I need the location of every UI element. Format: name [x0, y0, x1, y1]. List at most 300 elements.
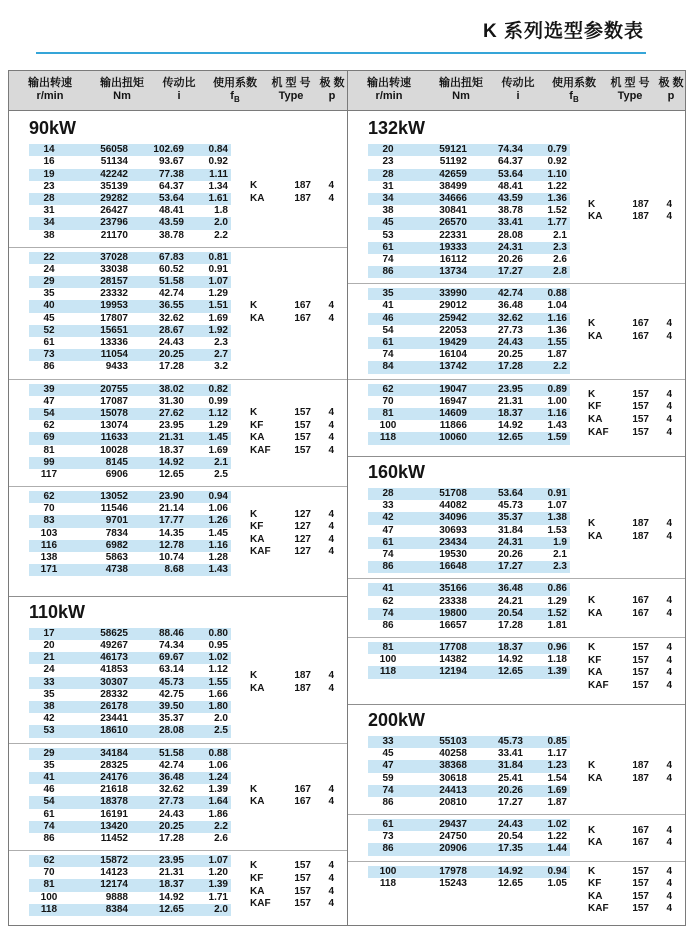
cell-speed: 28 [382, 168, 394, 180]
cell-ratio: 24.31 [497, 536, 523, 548]
cell-torque: 16191 [100, 808, 128, 820]
cell-ratio: 43.59 [497, 192, 523, 204]
table-row [29, 420, 231, 432]
type-size: 157 [632, 654, 649, 666]
table-row [368, 266, 570, 278]
type-poles: 4 [666, 890, 672, 902]
cell-torque: 33990 [439, 288, 467, 300]
cell-factor: 1.02 [547, 819, 567, 831]
type-size: 157 [294, 860, 311, 872]
table-row [29, 325, 231, 337]
cell-torque: 51134 [100, 156, 128, 168]
cell-factor: 1.51 [208, 300, 228, 312]
table-row [29, 361, 231, 373]
cell-torque: 33038 [100, 263, 128, 275]
type-size: 167 [632, 318, 649, 330]
cell-ratio: 48.41 [158, 205, 184, 217]
cell-factor: 1.29 [208, 420, 228, 432]
type-row [588, 531, 672, 544]
cell-speed: 73 [43, 349, 55, 361]
table-row [29, 833, 231, 845]
cell-ratio: 17.27 [497, 796, 523, 808]
cell-ratio: 27.62 [158, 407, 184, 419]
cell-factor: 1.11 [209, 168, 228, 180]
cell-speed: 138 [40, 552, 58, 563]
cell-torque: 28325 [100, 759, 128, 771]
col-unit: i [177, 90, 181, 102]
cell-torque: 9433 [105, 361, 128, 373]
cell-speed: 118 [379, 877, 397, 889]
type-poles: 4 [328, 407, 334, 419]
parameter-table [8, 70, 686, 926]
cell-ratio: 43.59 [158, 217, 184, 229]
cell-torque: 38499 [439, 180, 467, 192]
type-size: 157 [294, 898, 311, 910]
cell-speed: 59 [382, 772, 394, 784]
cell-torque: 11546 [100, 503, 128, 515]
cell-speed: 46 [382, 312, 394, 324]
cell-ratio: 36.48 [497, 583, 523, 595]
cell-torque: 17708 [439, 642, 467, 654]
cell-factor: 0.99 [208, 395, 228, 407]
cell-ratio: 33.41 [497, 217, 523, 229]
type-model: KA [250, 796, 265, 808]
type-poles: 4 [328, 872, 334, 884]
type-model: KA [250, 533, 265, 545]
cell-ratio: 27.73 [158, 796, 184, 808]
type-model: K [250, 180, 258, 192]
type-poles: 4 [328, 682, 334, 694]
cell-torque: 30693 [439, 524, 467, 536]
table-row [29, 288, 231, 300]
cell-torque: 30618 [439, 772, 467, 784]
cell-factor: 1.66 [208, 688, 228, 700]
cell-ratio: 12.65 [158, 468, 184, 480]
col-header-ratio [153, 76, 205, 106]
cell-ratio: 33.41 [497, 748, 523, 760]
type-model: KF [250, 872, 264, 884]
data-rows [29, 384, 231, 482]
data-rows [29, 748, 231, 846]
type-row [588, 866, 672, 879]
type-size: 157 [632, 642, 649, 654]
cell-torque: 9888 [105, 891, 128, 903]
cell-factor: 2.1 [553, 229, 567, 241]
cell-torque: 16648 [439, 561, 467, 573]
type-row [588, 595, 672, 608]
cell-ratio: 20.54 [497, 607, 523, 619]
cell-factor: 1.16 [547, 312, 567, 324]
table-row [368, 325, 570, 337]
cell-ratio: 63.14 [158, 664, 184, 676]
cell-torque: 24413 [439, 784, 467, 796]
cell-speed: 47 [43, 395, 55, 407]
type-size: 167 [632, 595, 649, 607]
col-header-type [604, 76, 656, 106]
cell-speed: 38 [382, 205, 394, 217]
ratio-block [348, 140, 685, 283]
table-row [29, 809, 231, 821]
type-model: KAF [250, 444, 271, 456]
cell-ratio: 14.92 [158, 891, 184, 903]
table-row [368, 512, 570, 524]
type-size: 187 [632, 198, 649, 210]
cell-ratio: 51.58 [158, 276, 184, 288]
cell-torque: 19429 [439, 337, 467, 348]
type-model: KAF [588, 903, 609, 915]
type-model: KF [588, 401, 602, 413]
cell-ratio: 24.43 [497, 819, 523, 831]
cell-factor: 1.10 [547, 168, 567, 180]
type-size: 127 [294, 521, 311, 533]
cell-speed: 86 [382, 796, 394, 808]
table-row [29, 469, 231, 481]
col-label: 输出扭矩 [100, 77, 144, 89]
type-poles: 4 [328, 521, 334, 533]
cell-ratio: 27.73 [497, 324, 523, 336]
type-model: KA [588, 211, 603, 223]
cell-ratio: 12.65 [497, 666, 523, 678]
table-row [29, 879, 231, 891]
cell-speed: 40 [43, 300, 55, 312]
type-list [250, 491, 334, 576]
cell-ratio: 77.38 [158, 168, 184, 180]
type-poles: 4 [666, 642, 672, 654]
cell-factor: 1.18 [547, 654, 567, 666]
table-row [368, 525, 570, 537]
cell-factor: 0.88 [547, 288, 567, 300]
type-row [588, 680, 672, 693]
table-row [29, 528, 231, 540]
cell-ratio: 31.84 [497, 760, 523, 772]
type-size: 167 [294, 312, 311, 324]
type-poles: 4 [666, 414, 672, 426]
cell-ratio: 53.64 [497, 488, 523, 499]
cell-speed: 61 [43, 808, 55, 820]
type-poles: 4 [666, 198, 672, 210]
cell-factor: 1.07 [208, 855, 228, 867]
cell-speed: 31 [382, 180, 394, 192]
col-label: 机 型 号 [610, 77, 650, 89]
table-row [29, 457, 231, 469]
cell-ratio: 32.62 [497, 312, 523, 324]
col-unit: Nm [113, 90, 131, 102]
cell-speed: 81 [43, 444, 55, 456]
table-body-left [9, 111, 347, 925]
cell-factor: 1.59 [547, 432, 567, 444]
ratio-block [348, 732, 685, 814]
cell-factor: 1.28 [208, 552, 228, 563]
cell-torque: 34096 [439, 512, 467, 524]
cell-ratio: 23.90 [158, 491, 184, 503]
cell-speed: 61 [382, 241, 394, 253]
cell-speed: 74 [43, 820, 55, 832]
col-unit: r/min [36, 90, 64, 102]
section-title: 160kW [368, 462, 426, 482]
type-row [250, 546, 334, 559]
cell-ratio: 74.34 [497, 144, 523, 156]
table-row [368, 217, 570, 229]
cell-speed: 74 [382, 548, 394, 560]
cell-speed: 54 [43, 407, 55, 419]
col-unit: r/min [375, 90, 403, 102]
type-poles: 4 [666, 607, 672, 619]
cell-torque: 5863 [105, 552, 128, 563]
cell-factor: 1.07 [208, 276, 228, 288]
cell-ratio: 45.73 [497, 500, 523, 512]
cell-factor: 1.26 [208, 515, 228, 527]
cell-torque: 16104 [439, 349, 467, 361]
cell-factor: 0.96 [547, 642, 567, 654]
cell-speed: 118 [379, 432, 397, 444]
table-row [29, 264, 231, 276]
cell-ratio: 28.67 [158, 324, 184, 336]
cell-speed: 53 [382, 229, 394, 241]
type-poles: 4 [328, 444, 334, 456]
col-label: 极 数 [658, 77, 684, 89]
cell-torque: 29012 [439, 300, 467, 312]
type-row [250, 683, 334, 696]
cell-factor: 2.3 [553, 561, 567, 573]
type-row [588, 518, 672, 531]
cell-torque: 17807 [100, 312, 128, 324]
table-row [29, 725, 231, 737]
type-row [588, 891, 672, 904]
cell-factor: 0.94 [547, 865, 567, 877]
cell-torque: 21618 [100, 784, 128, 796]
table-row [368, 843, 570, 855]
cell-speed: 45 [382, 748, 394, 760]
ratio-block [348, 379, 685, 450]
type-poles: 4 [328, 192, 334, 204]
col-unit [205, 90, 265, 106]
table-row [29, 396, 231, 408]
type-model: KA [588, 837, 603, 849]
cell-torque: 23441 [100, 713, 128, 725]
cell-speed: 103 [40, 527, 58, 539]
table-row [368, 561, 570, 573]
type-poles: 4 [328, 783, 334, 795]
type-model: KA [250, 432, 265, 444]
type-row [250, 445, 334, 458]
table-header-right [348, 71, 685, 111]
cell-torque: 22331 [439, 229, 467, 241]
table-row [29, 408, 231, 420]
cell-ratio: 17.35 [497, 843, 523, 855]
table-row [368, 432, 570, 444]
table-row [29, 689, 231, 701]
cell-ratio: 53.64 [497, 168, 523, 180]
table-row [368, 384, 570, 396]
cell-ratio: 39.50 [158, 701, 184, 712]
cell-torque: 25942 [439, 312, 467, 324]
ratio-block [9, 624, 347, 743]
cell-torque: 59121 [439, 144, 467, 156]
type-model: KF [250, 521, 264, 533]
cell-factor: 0.81 [208, 251, 228, 263]
cell-factor: 1.77 [547, 217, 567, 229]
cell-factor: 1.44 [547, 843, 567, 855]
type-size: 157 [632, 878, 649, 890]
type-poles: 4 [666, 667, 672, 679]
cell-torque: 56058 [100, 144, 128, 156]
table-row [368, 169, 570, 181]
cell-ratio: 12.65 [158, 903, 184, 915]
section-title: 200kW [368, 709, 426, 730]
type-size: 157 [632, 426, 649, 438]
type-size: 167 [632, 837, 649, 849]
cell-factor: 1.34 [208, 180, 228, 192]
cell-factor: 1.12 [208, 664, 228, 676]
table-row [368, 596, 570, 608]
type-row [250, 796, 334, 809]
cell-ratio: 53.64 [158, 192, 184, 204]
cell-speed: 20 [382, 144, 394, 156]
cell-speed: 84 [382, 361, 394, 373]
cell-torque: 13420 [100, 820, 128, 832]
type-poles: 4 [328, 180, 334, 192]
type-size: 157 [632, 388, 649, 400]
cell-factor: 1.52 [547, 607, 567, 619]
factor-subscript: B [233, 95, 240, 105]
type-poles: 4 [328, 432, 334, 444]
factor-symbol: f [230, 90, 234, 102]
cell-factor: 2.3 [214, 337, 228, 348]
cell-ratio: 36.48 [158, 771, 184, 783]
cell-speed: 31 [43, 205, 55, 217]
col-header-type [265, 76, 317, 106]
table-row [29, 628, 231, 640]
cell-ratio: 36.48 [497, 300, 523, 312]
table-row [29, 491, 231, 503]
cell-torque: 13074 [100, 420, 128, 432]
cell-factor: 1.45 [208, 527, 228, 539]
cell-torque: 26427 [100, 205, 128, 217]
type-row [250, 873, 334, 886]
cell-ratio: 28.08 [497, 229, 523, 241]
type-row [588, 837, 672, 850]
cell-speed: 61 [382, 337, 394, 348]
table-row [368, 736, 570, 748]
cell-torque: 40258 [439, 748, 467, 760]
col-unit: i [516, 90, 520, 102]
cell-factor: 1.00 [547, 395, 567, 407]
cell-speed: 38 [43, 229, 55, 241]
cell-speed: 117 [40, 468, 58, 480]
type-model: KA [588, 667, 603, 679]
type-model: KF [588, 654, 602, 666]
col-header-service-factor [544, 76, 604, 106]
type-model: K [588, 759, 596, 771]
cell-speed: 81 [43, 879, 55, 891]
cell-torque: 13742 [439, 361, 467, 373]
col-header-output-speed [348, 76, 430, 106]
cell-factor: 1.54 [547, 772, 567, 784]
table-row [29, 821, 231, 833]
type-model: KA [588, 607, 603, 619]
cell-torque: 11866 [439, 420, 467, 432]
cell-speed: 42 [382, 512, 394, 524]
cell-factor: 0.80 [208, 627, 228, 639]
cell-factor: 1.39 [208, 879, 228, 891]
cell-speed: 35 [43, 759, 55, 771]
cell-speed: 24 [43, 664, 55, 676]
type-poles: 4 [328, 796, 334, 808]
cell-factor: 1.69 [208, 444, 228, 456]
cell-factor: 0.88 [208, 747, 228, 759]
cell-ratio: 32.62 [158, 312, 184, 324]
power-section [9, 596, 347, 921]
cell-factor: 0.92 [547, 156, 567, 168]
cell-speed: 70 [382, 395, 394, 407]
type-row [588, 608, 672, 621]
type-row [250, 784, 334, 797]
cell-speed: 45 [43, 312, 55, 324]
table-row [368, 408, 570, 420]
table-row [368, 313, 570, 325]
cell-factor: 1.69 [547, 784, 567, 796]
col-label: 传动比 [162, 77, 196, 89]
cell-torque: 20755 [100, 383, 128, 395]
type-size: 187 [294, 180, 311, 192]
table-row [29, 677, 231, 689]
type-row [588, 773, 672, 786]
type-poles: 4 [328, 546, 334, 558]
type-size: 157 [632, 903, 649, 915]
type-size: 187 [632, 518, 649, 530]
cell-speed: 70 [43, 867, 55, 879]
cell-torque: 20810 [439, 796, 467, 808]
table-row [368, 666, 570, 678]
cell-speed: 54 [43, 796, 55, 808]
cell-torque: 24176 [100, 771, 128, 783]
table-row [368, 488, 570, 500]
type-model: K [250, 670, 258, 682]
cell-factor: 1.06 [208, 759, 228, 771]
cell-ratio: 42.74 [497, 288, 523, 300]
cell-factor: 1.16 [547, 407, 567, 419]
type-poles: 4 [666, 401, 672, 413]
cell-factor: 0.95 [208, 640, 228, 652]
type-poles: 4 [666, 654, 672, 666]
type-size: 187 [632, 530, 649, 542]
cell-ratio: 35.37 [497, 512, 523, 524]
type-poles: 4 [666, 865, 672, 877]
type-list [588, 288, 672, 373]
type-row [250, 193, 334, 206]
cell-ratio: 31.30 [158, 395, 184, 407]
cell-ratio: 24.43 [158, 808, 184, 820]
type-list [250, 384, 334, 482]
table-row [368, 396, 570, 408]
table-row [29, 552, 231, 564]
type-poles: 4 [328, 885, 334, 897]
data-rows [368, 736, 570, 809]
ratio-block [348, 814, 685, 861]
type-size: 157 [632, 667, 649, 679]
type-size: 157 [294, 872, 311, 884]
data-rows [368, 488, 570, 573]
type-model: K [588, 824, 596, 836]
cell-factor: 1.45 [208, 432, 228, 444]
cell-torque: 16657 [439, 619, 467, 631]
type-row [588, 878, 672, 891]
type-list [250, 628, 334, 738]
cell-ratio: 17.28 [497, 619, 523, 631]
type-row [250, 407, 334, 420]
cell-speed: 61 [382, 536, 394, 548]
type-list [250, 252, 334, 374]
